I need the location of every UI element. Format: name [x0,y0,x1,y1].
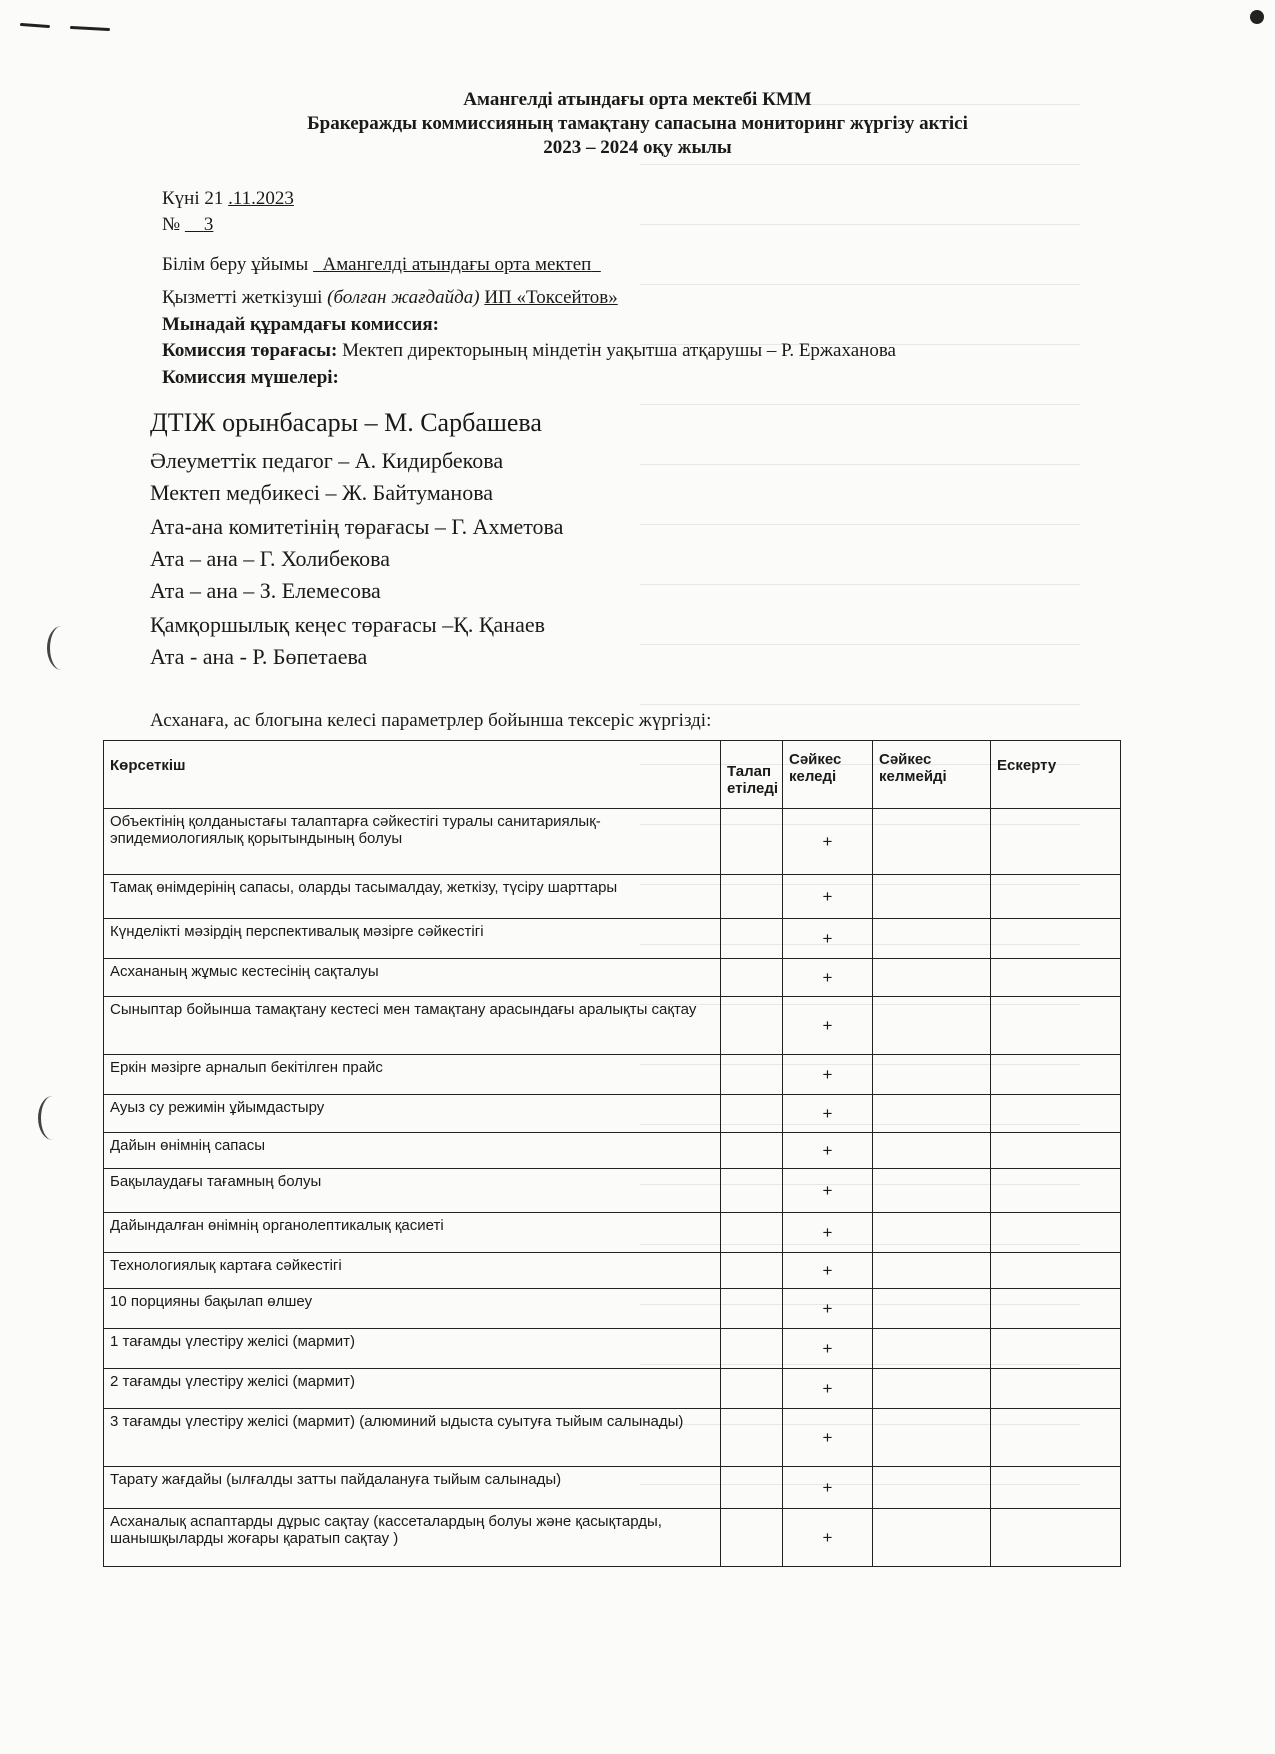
table-row [104,809,1121,875]
table-row [104,919,1121,959]
compliant-cell: + [783,919,873,959]
compliant-cell: + [783,1467,873,1509]
note-cell [991,1133,1121,1169]
noncompliant-cell [873,1253,991,1289]
header-note: Ескерту [991,741,1121,809]
academic-year: 2023 – 2024 оқу жылы [543,137,732,158]
noncompliant-cell [873,1369,991,1409]
compliant-cell: + [783,1253,873,1289]
inspection-table [103,740,1121,1567]
note-cell [991,1509,1121,1567]
table-row [104,1409,1121,1467]
table-row [104,1509,1121,1567]
compliant-cell: + [783,959,873,997]
compliant-cell: + [783,1509,873,1567]
noncompliant-cell [873,1133,991,1169]
scan-mark-right [1250,10,1264,24]
number-line [162,214,213,236]
header-required: Талап етіледі [721,741,783,809]
required-cell [721,809,783,875]
indicator-cell: Күнделікті мәзірдің перспективалық мәзірге сәйкестігі [104,919,721,959]
supplier-label: Қызметті жеткізуші [162,287,323,308]
table-row [104,875,1121,919]
noncompliant-cell [873,997,991,1055]
required-cell [721,1133,783,1169]
note-cell [991,1213,1121,1253]
required-cell [721,1055,783,1095]
member-1: ДТІЖ орынбасары – М. Сарбашева [150,408,542,437]
member-7: Қамқоршылық кеңес төрағасы –Қ. Қанаев [150,612,545,637]
member-5: Ата – ана – Г. Холибекова [150,546,391,571]
required-cell [721,1509,783,1567]
school-title: Амангелді атындағы орта мектебі КММ [463,89,812,110]
org-value: Амангелді атындағы орта мектеп [322,254,592,275]
required-cell [721,1369,783,1409]
required-cell [721,1409,783,1467]
compliant-cell: + [783,1055,873,1095]
note-cell [991,1169,1121,1213]
punch-hole-top [47,626,76,670]
noncompliant-cell [873,1509,991,1567]
indicator-cell: Еркін мәзірге арналып бекітілген прайс [104,1055,721,1095]
chair-line [162,340,896,362]
required-cell [721,1289,783,1329]
table-header-row [104,741,1121,809]
date-label: Күні 21 [162,188,224,209]
table-row [104,1289,1121,1329]
indicator-cell: Дайындалған өнімнің органолептикалық қасиеті [104,1213,721,1253]
indicator-cell: Асханалық аспаптарды дұрыс сақтау (кассеталардың болуы және қасықтарды, шанышқыларды жоғары қаратып сақтау ) [104,1509,721,1567]
indicator-cell: 10 порцияны бақылап өлшеу [104,1289,721,1329]
noncompliant-cell [873,875,991,919]
table-row [104,1133,1121,1169]
header-noncompliant: Сәйкес келмейді [873,741,991,809]
compliant-cell: + [783,1169,873,1213]
note-cell [991,875,1121,919]
required-cell [721,997,783,1055]
table-row [104,959,1121,997]
note-cell [991,1329,1121,1369]
members-label: Комиссия мүшелері: [162,367,339,388]
supplier-note: (болған жағдайда) [327,287,480,308]
compliant-cell: + [783,875,873,919]
note-cell [991,1409,1121,1467]
chair-value: Мектеп директорының міндетін уақытша атқарушы – Р. Ержаханова [342,340,896,361]
table-row [104,1213,1121,1253]
compliant-cell: + [783,809,873,875]
indicator-cell: 3 тағамды үлестіру желісі (мармит) (алюминий ыдыста суытуға тыйым салынады) [104,1409,721,1467]
compliant-cell: + [783,997,873,1055]
indicator-cell: Асхананың жұмыс кестесінің сақталуы [104,959,721,997]
compliant-cell: + [783,1095,873,1133]
required-cell [721,919,783,959]
noncompliant-cell [873,1289,991,1329]
noncompliant-cell [873,1169,991,1213]
required-cell [721,1169,783,1213]
table-row [104,1095,1121,1133]
date-line [162,188,294,210]
commission-heading: Мынадай құрамдағы комиссия: [162,314,439,335]
date-value: .11.2023 [228,188,294,209]
member-6: Ата – ана – З. Елемесова [150,578,381,603]
table-row [104,1253,1121,1289]
indicator-cell: Тамақ өнімдерінің сапасы, оларды тасымалдау, жеткізу, түсіру шарттары [104,875,721,919]
noncompliant-cell [873,919,991,959]
compliant-cell: + [783,1409,873,1467]
punch-hole-bottom [38,1096,67,1140]
note-cell [991,809,1121,875]
header-indicator: Көрсеткіш [104,741,721,809]
required-cell [721,1213,783,1253]
note-cell [991,959,1121,997]
number-label: № [162,214,181,235]
supplier-line [162,287,618,309]
noncompliant-cell [873,1467,991,1509]
chair-label: Комиссия төрағасы: [162,340,338,361]
compliant-cell: + [783,1289,873,1329]
noncompliant-cell [873,1055,991,1095]
indicator-cell: Дайын өнімнің сапасы [104,1133,721,1169]
number-value: 3 [203,214,214,235]
org-line [162,254,601,276]
required-cell [721,1329,783,1369]
noncompliant-cell [873,1095,991,1133]
table-row [104,1369,1121,1409]
compliant-cell: + [783,1329,873,1369]
note-cell [991,1289,1121,1329]
intro-text: Асханаға, ас блогына келесі параметрлер бойынша тексеріс жүргізді: [150,710,712,731]
member-3: Мектеп медбикесі – Ж. Байтуманова [150,480,494,505]
org-label: Білім беру ұйымы [162,254,309,275]
act-title: Бракеражды коммиссияның тамақтану сапасына мониторинг жүргізу актісі [307,113,968,134]
compliant-cell: + [783,1133,873,1169]
note-cell [991,1369,1121,1409]
indicator-cell: Объектінің қолданыстағы талаптарға сәйкестігі туралы санитариялық-эпидемиологиялық қорытындының болуы [104,809,721,875]
indicator-cell: Сыныптар бойынша тамақтану кестесі мен тамақтану арасындағы аралықты сақтау [104,997,721,1055]
table-row [104,1169,1121,1213]
required-cell [721,875,783,919]
noncompliant-cell [873,1329,991,1369]
note-cell [991,1253,1121,1289]
note-cell [991,997,1121,1055]
note-cell [991,1467,1121,1509]
noncompliant-cell [873,809,991,875]
noncompliant-cell [873,1213,991,1253]
required-cell [721,1253,783,1289]
scan-mark-left-2 [70,26,110,31]
compliant-cell: + [783,1213,873,1253]
noncompliant-cell [873,1409,991,1467]
header-compliant: Сәйкес келеді [783,741,873,809]
supplier-value: ИП «Токсейтов» [484,287,618,308]
note-cell [991,919,1121,959]
indicator-cell: Тарату жағдайы (ылғалды затты пайдалануға тыйым салынады) [104,1467,721,1509]
required-cell [721,1467,783,1509]
indicator-cell: 1 тағамды үлестіру желісі (мармит) [104,1329,721,1369]
scan-mark-left [20,23,50,28]
compliant-cell: + [783,1369,873,1409]
required-cell [721,1095,783,1133]
indicator-cell: Бақылаудағы тағамның болуы [104,1169,721,1213]
table-row [104,1055,1121,1095]
noncompliant-cell [873,959,991,997]
table-row [104,997,1121,1055]
indicator-cell: Технологиялық картаға сәйкестігі [104,1253,721,1289]
indicator-cell: 2 тағамды үлестіру желісі (мармит) [104,1369,721,1409]
note-cell [991,1095,1121,1133]
member-4: Ата-ана комитетінің төрағасы – Г. Ахметова [150,514,564,539]
member-2: Әлеуметтік педагог – А. Кидирбекова [150,448,504,473]
table-row [104,1467,1121,1509]
required-cell [721,959,783,997]
member-8: Ата - ана - Р. Бөпетаева [150,644,368,669]
table-row [104,1329,1121,1369]
indicator-cell: Ауыз су режимін ұйымдастыру [104,1095,721,1133]
note-cell [991,1055,1121,1095]
